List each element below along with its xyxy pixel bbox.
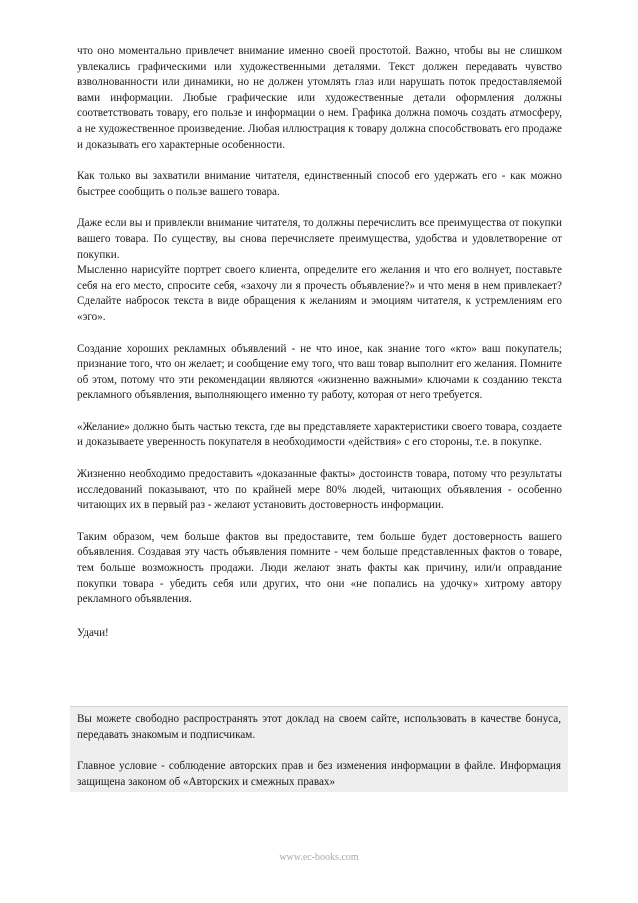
paragraph-good-ads: Создание хороших рекламных объявлений - не что иное, как знание того «кто» ваш покупатель; признание того, что он желает; и сообщение ему того, что ваш товар выполнит его желания. Помните об этом, потому что эти рекомендации являются «жизненно важными» ключами к созданию текста рекламного объявления, выполняющего именно ту работу, которая от него требуется.	[77, 342, 562, 402]
paragraph-client-portrait: Мысленно нарисуйте портрет своего клиента, определите его желания и что его волнует, поставьте себя на его место, спросите себя, «захочу ли я прочесть объявление?» и что меня в нем привлекает? Сделайте набросок текста в виде обращения к желаниям и эмоциям читателя, к устремлениям его «эго».	[77, 264, 562, 323]
paragraph-desire: «Желание» должно быть частью текста, где вы представляете характеристики своего товара, создаете и доказываете уверенность покупателя в необходимости «действия» с его стороны, т.е. в покупке.	[77, 420, 562, 449]
document-body	[77, 44, 562, 660]
paragraph-proven-facts: Жизненно необходимо предоставить «доказанные факты» достоинств товара, потому что результаты исследований показывают, что по крайней мере 80% людей, читающих объявления - особенно читающих их в первый раз - желают установить достоверность информации.	[77, 468, 562, 512]
greeting: Удачи!	[77, 626, 109, 639]
footer-website-link[interactable]: www.ec-books.com	[279, 852, 359, 863]
paragraph-attention: Как только вы захватили внимание читателя, единственный способ его удержать его - как можно быстрее сообщить о пользе вашего товара.	[77, 170, 562, 198]
paragraph-benefits: Даже если вы и привлекли внимание читателя, то должны перечислить все преимущества от покупки вашего товара. По существу, вы снова перечисляете преимущества, удобства и удовлетворение от покупки.	[77, 217, 562, 261]
distribution-note: Вы можете свободно распространять этот доклад на своем сайте, использовать в качестве бонуса, передавать знакомым и подписчикам.	[77, 713, 561, 741]
paragraph-more-facts: Таким образом, чем больше фактов вы предоставите, тем больше будет достоверность вашего объявления. Создавая эту часть объявления помните - чем больше представленных фактов о товаре, тем больше возможность продажи. Люди желают знать факты как причину, или/и оправдание покупки товара - убедить себя или других, что они «не попались на удочку» хитрому автору рекламного объявления.	[77, 530, 562, 606]
copyright-notice-box	[70, 706, 568, 792]
paragraph-graphics: что оно моментально привлечет внимание именно своей простотой. Важно, чтобы вы не слишком увлекались графическими или художественными деталями. Текст должен передавать чувство взволнованности или динамики, но не должен утомлять глаз или нарушать поток предоставляемой вами информации. Любые графические или художественные детали оформления должны соответствовать товару, его пользе и информации о нем. Графика должна помочь создать атмосферу, а не художественное произведение. Любая иллюстрация к товару должна способствовать его продаже и доказывать его характерные особенности.	[77, 45, 562, 151]
copyright-note: Главное условие - соблюдение авторских прав и без изменения информации в файле. Информация защищена законом об «Авторских и смежных правах»	[77, 760, 561, 788]
